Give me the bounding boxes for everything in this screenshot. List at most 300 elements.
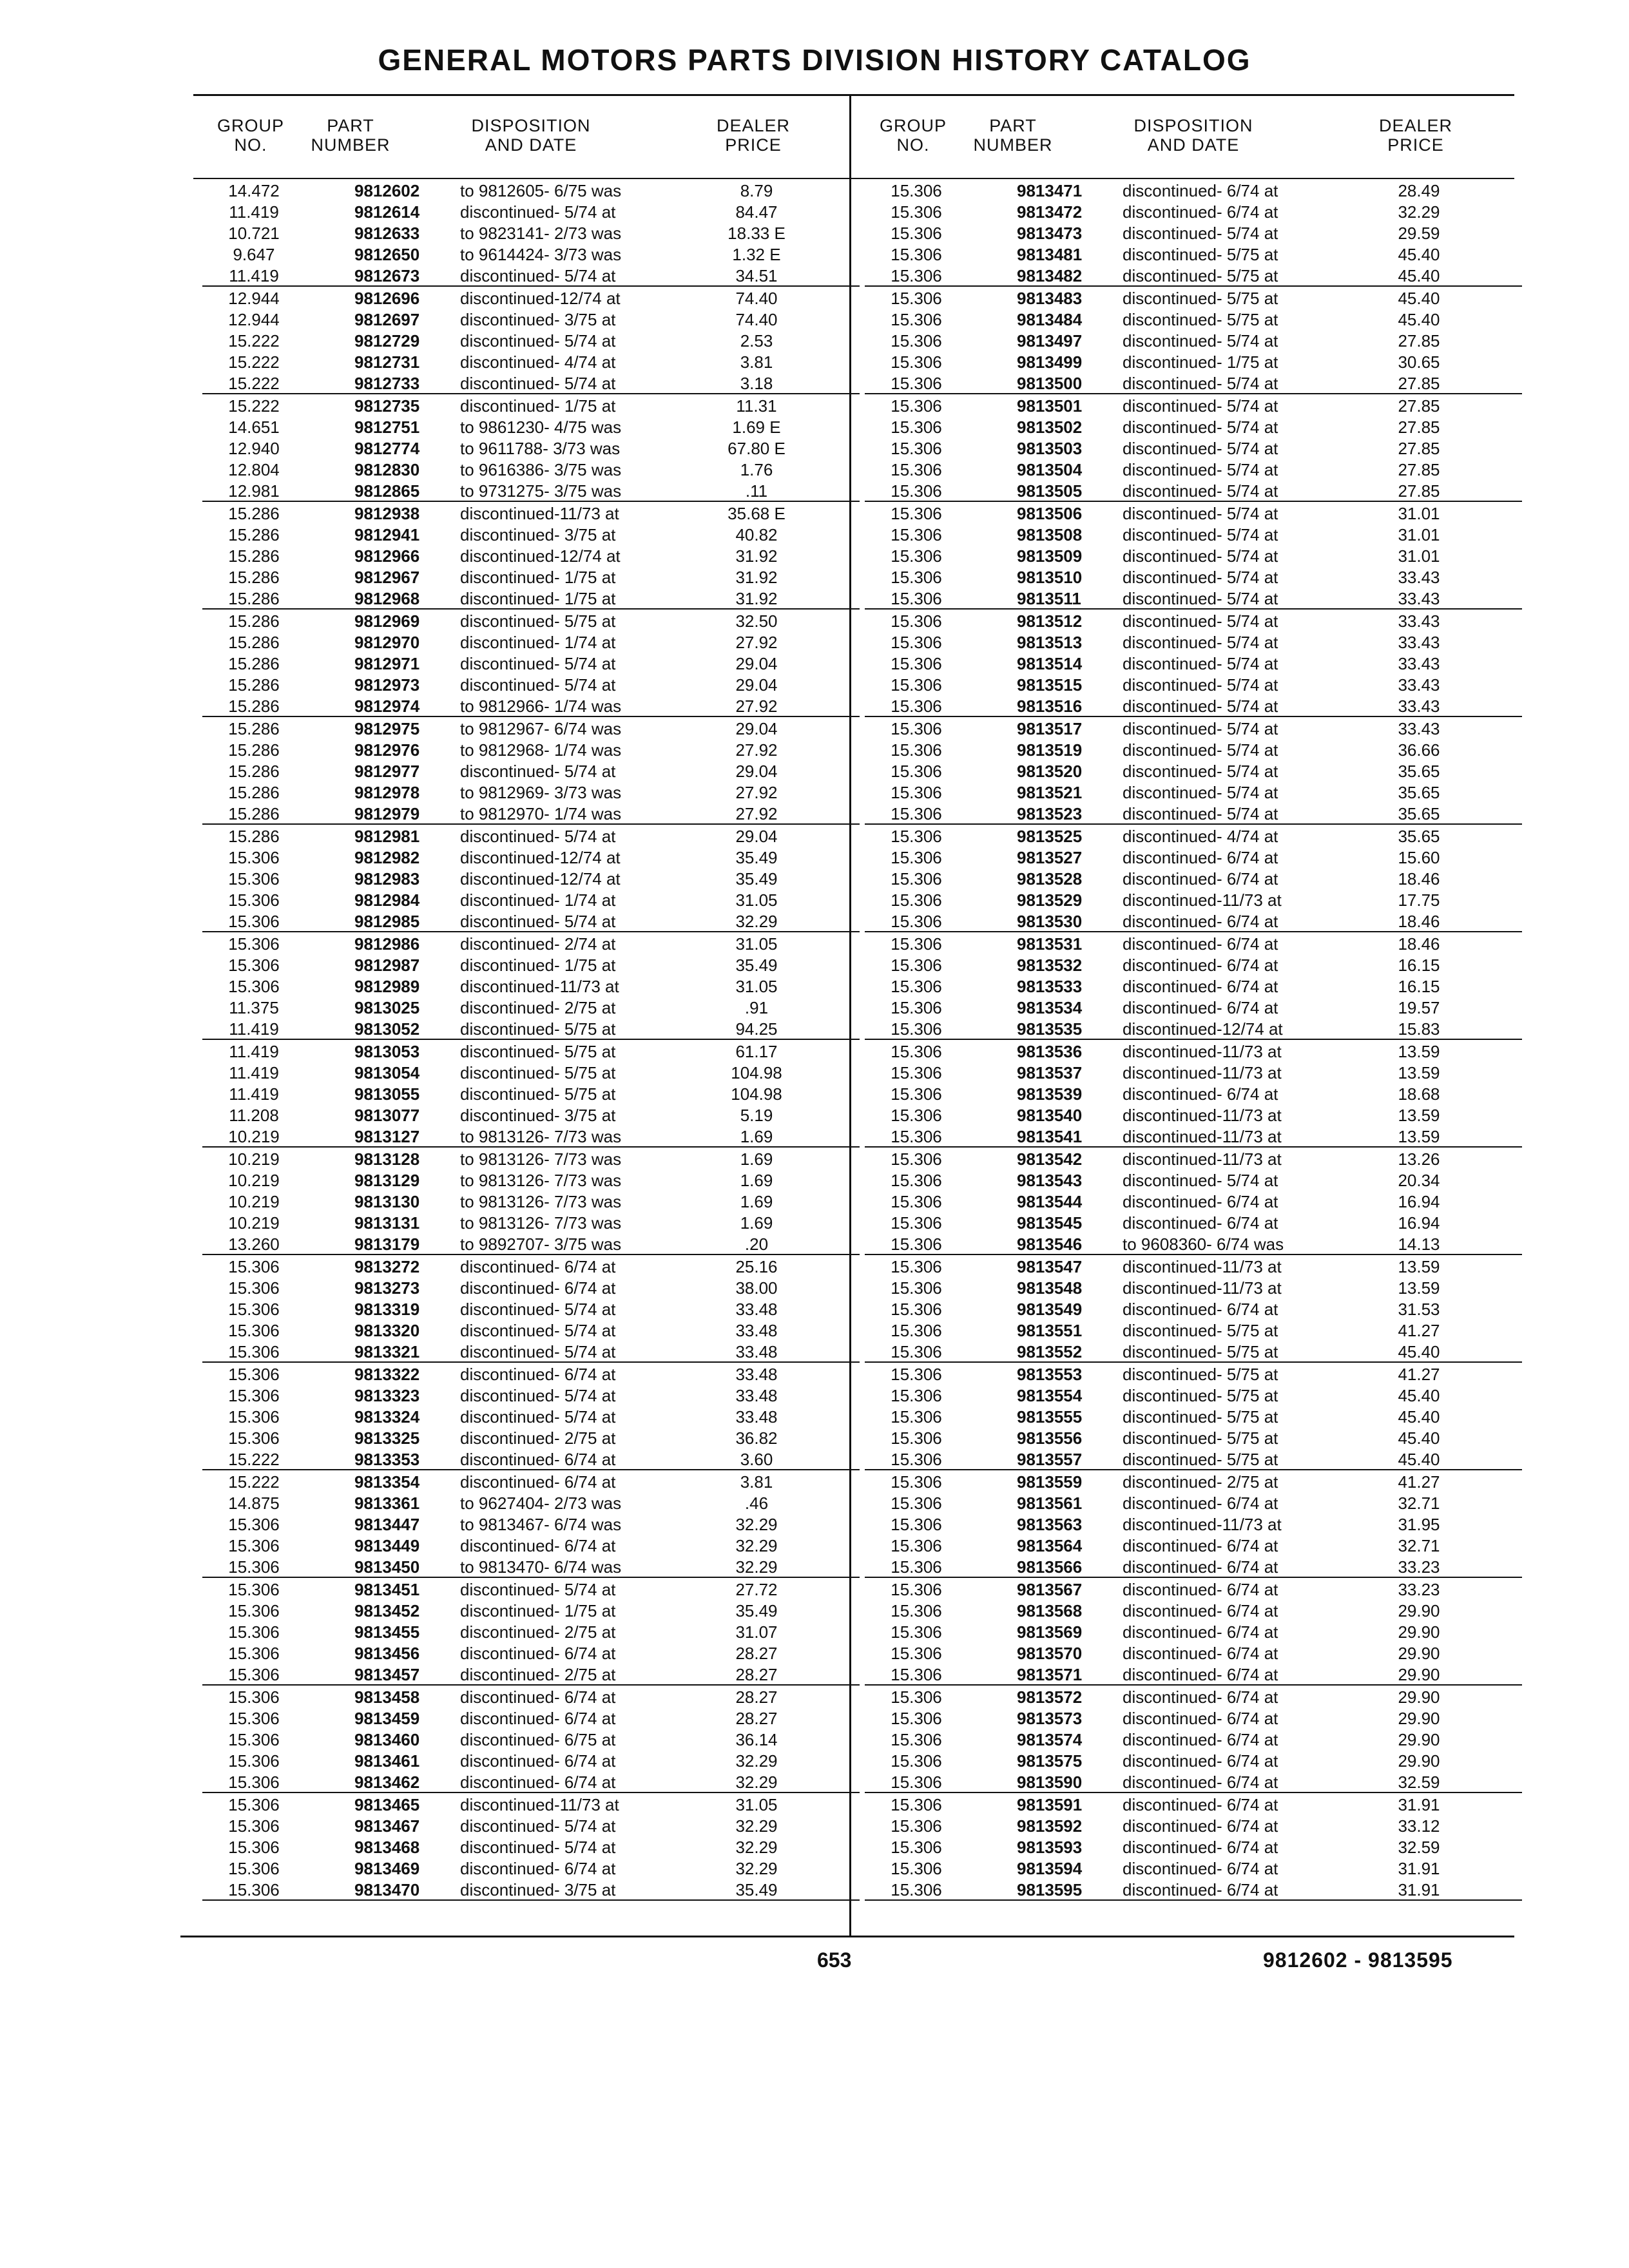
- group-no: 15.306: [891, 1042, 942, 1061]
- table-row: [865, 1319, 1522, 1340]
- dealer-price: 20.34: [1398, 1171, 1440, 1190]
- dealer-price: 104.98: [731, 1063, 782, 1082]
- disposition: discontinued- 5/75 at: [1123, 1342, 1278, 1361]
- dealer-price: 45.40: [1398, 289, 1440, 308]
- table-row: [202, 1707, 860, 1728]
- dealer-price: 29.90: [1398, 1622, 1440, 1642]
- dealer-price: 31.07: [735, 1622, 778, 1642]
- part-number: 9812984: [354, 890, 420, 910]
- disposition: to 9812969- 3/73 was: [460, 783, 622, 802]
- disposition: discontinued- 6/74 at: [1123, 1773, 1278, 1792]
- part-number: 9813129: [354, 1171, 420, 1190]
- group-no: 15.306: [891, 869, 942, 889]
- disposition: discontinued- 5/74 at: [460, 912, 616, 931]
- dealer-price: 33.48: [735, 1342, 778, 1361]
- group-no: 15.306: [228, 869, 280, 889]
- dealer-price: 94.25: [735, 1019, 778, 1039]
- part-number: 9813523: [1017, 804, 1083, 823]
- group-no: 15.306: [891, 1235, 942, 1254]
- dealer-price: 15.83: [1398, 1019, 1440, 1039]
- part-number: 9812975: [354, 719, 420, 738]
- part-number: 9813324: [354, 1407, 420, 1427]
- dealer-price: 32.29: [735, 912, 778, 931]
- part-number: 9813528: [1017, 869, 1083, 889]
- dealer-price: 17.75: [1398, 890, 1440, 910]
- left-column-header: [202, 108, 860, 179]
- right-column: [865, 108, 1522, 1901]
- table-row: [202, 954, 860, 975]
- part-number: 9813547: [1017, 1257, 1083, 1276]
- part-number: 9813450: [354, 1557, 420, 1577]
- disposition: discontinued- 5/74 at: [1123, 439, 1278, 458]
- left-parts-table: [202, 179, 860, 1901]
- disposition: discontinued- 5/74 at: [460, 1407, 616, 1427]
- dealer-price: .11: [745, 481, 768, 501]
- group-no: 11.419: [229, 1019, 279, 1039]
- dealer-price: 33.48: [735, 1365, 778, 1384]
- table-row: [865, 502, 1522, 523]
- dealer-price: 2.53: [740, 331, 773, 351]
- part-number: 9813461: [354, 1751, 420, 1771]
- dealer-price: 19.57: [1398, 998, 1440, 1017]
- disposition: discontinued-11/73 at: [460, 504, 619, 523]
- part-number: 9813077: [354, 1106, 420, 1125]
- dealer-price: 31.91: [1398, 1880, 1440, 1899]
- part-number: 9813530: [1017, 912, 1083, 931]
- part-number: 9812968: [354, 589, 420, 608]
- dealer-price: 33.23: [1398, 1580, 1440, 1599]
- disposition: discontinued- 6/74 at: [1123, 1536, 1278, 1555]
- disposition: discontinued- 5/74 at: [1123, 525, 1278, 544]
- part-number: 9813452: [354, 1601, 420, 1620]
- disposition: discontinued- 6/74 at: [1123, 1622, 1278, 1642]
- dealer-price: 1.69 E: [732, 418, 781, 437]
- part-number: 9813574: [1017, 1730, 1083, 1749]
- disposition: discontinued- 5/74 at: [460, 1816, 616, 1836]
- dealer-price: 31.91: [1398, 1795, 1440, 1814]
- right-parts-table: [865, 179, 1522, 1901]
- dealer-price: 27.85: [1398, 481, 1440, 501]
- disposition: discontinued- 6/74 at: [1123, 1494, 1278, 1513]
- dealer-price: 3.81: [740, 1472, 773, 1492]
- disposition: discontinued- 1/75 at: [460, 1601, 616, 1620]
- part-number: 9813544: [1017, 1192, 1083, 1211]
- right-column-header: [865, 108, 1522, 179]
- disposition: discontinued- 6/74 at: [1123, 1580, 1278, 1599]
- part-number: 9813354: [354, 1472, 420, 1492]
- dealer-price: 13.59: [1398, 1042, 1440, 1061]
- table-row: [202, 1620, 860, 1642]
- group-no: 15.306: [891, 719, 942, 738]
- dealer-price-header: DEALER PRICE: [1378, 116, 1453, 155]
- part-number: 9812633: [354, 224, 420, 243]
- table-row: [202, 1319, 860, 1340]
- table-row: [202, 1061, 860, 1082]
- disposition: discontinued- 5/74 at: [460, 266, 616, 285]
- table-row: [202, 738, 860, 760]
- group-no: 15.306: [891, 224, 942, 243]
- dealer-price: 45.40: [1398, 1407, 1440, 1427]
- disposition: discontinued- 6/74 at: [1123, 1300, 1278, 1319]
- dealer-price: 61.17: [735, 1042, 778, 1061]
- group-no: 15.306: [891, 331, 942, 351]
- disposition: to 9614424- 3/73 was: [460, 245, 622, 264]
- disposition: to 9813126- 7/73 was: [460, 1127, 622, 1146]
- part-number: 9813502: [1017, 418, 1083, 437]
- dealer-price: 31.95: [1398, 1515, 1440, 1534]
- table-row: [865, 1104, 1522, 1125]
- dealer-price: 27.92: [735, 697, 778, 716]
- group-no: 15.286: [228, 762, 280, 781]
- part-number: 9813552: [1017, 1342, 1083, 1361]
- group-no: 15.306: [891, 1709, 942, 1728]
- dealer-price: 18.33 E: [728, 224, 786, 243]
- part-number: 9813521: [1017, 783, 1083, 802]
- part-number: 9813459: [354, 1709, 420, 1728]
- group-no: 15.306: [891, 1515, 942, 1534]
- dealer-price: 29.90: [1398, 1709, 1440, 1728]
- part-number: 9812976: [354, 740, 420, 760]
- table-row: [202, 846, 860, 867]
- dealer-price: 33.43: [1398, 654, 1440, 673]
- dealer-price: 33.43: [1398, 568, 1440, 587]
- part-number: 9813483: [1017, 289, 1083, 308]
- disposition: discontinued- 5/75 at: [1123, 289, 1278, 308]
- table-row: [202, 372, 860, 394]
- dealer-price: 36.82: [735, 1428, 778, 1448]
- group-no: 15.306: [891, 1838, 942, 1857]
- table-row: [202, 1878, 860, 1901]
- group-no: 15.306: [228, 1428, 280, 1448]
- part-number: 9813470: [354, 1880, 420, 1899]
- table-row: [865, 200, 1522, 222]
- group-no: 10.721: [228, 224, 280, 243]
- part-number: 9813570: [1017, 1644, 1083, 1663]
- disposition: discontinued- 4/74 at: [1123, 827, 1278, 846]
- group-no: 15.306: [891, 245, 942, 264]
- disposition: discontinued- 5/74 at: [1123, 804, 1278, 823]
- group-no: 15.306: [228, 1300, 280, 1319]
- dealer-price: 33.48: [735, 1300, 778, 1319]
- part-number: 9813500: [1017, 374, 1083, 393]
- group-no: 15.306: [228, 977, 280, 996]
- table-row: [865, 308, 1522, 329]
- disposition: discontinued- 1/75 at: [1123, 352, 1278, 372]
- dealer-price: 31.05: [735, 1795, 778, 1814]
- dealer-price: 29.04: [735, 675, 778, 695]
- table-row: [202, 1686, 860, 1707]
- disposition: discontinued- 5/74 at: [1123, 633, 1278, 652]
- table-row: [865, 1448, 1522, 1470]
- disposition: discontinued- 6/74 at: [1123, 1730, 1278, 1749]
- part-number: 9813451: [354, 1580, 420, 1599]
- table-row: [865, 1555, 1522, 1578]
- dealer-price: .46: [744, 1494, 769, 1513]
- group-no: 15.286: [228, 827, 280, 846]
- disposition: discontinued- 5/75 at: [1123, 245, 1278, 264]
- part-number: 9812974: [354, 697, 420, 716]
- group-no: 15.306: [891, 1687, 942, 1707]
- part-number: 9813127: [354, 1127, 420, 1146]
- disposition: discontinued- 6/74 at: [1123, 848, 1278, 867]
- table-row: [865, 1125, 1522, 1148]
- table-row: [202, 1169, 860, 1190]
- part-number: 9813320: [354, 1321, 420, 1340]
- dealer-price: 35.49: [735, 956, 778, 975]
- table-row: [202, 825, 860, 846]
- table-row: [865, 416, 1522, 437]
- group-no: 15.286: [228, 568, 280, 587]
- dealer-price: 27.85: [1398, 460, 1440, 479]
- part-number: 9813564: [1017, 1536, 1083, 1555]
- table-row: [865, 1082, 1522, 1104]
- disposition: discontinued- 6/74 at: [1123, 1192, 1278, 1211]
- table-row: [865, 329, 1522, 351]
- dealer-price: 45.40: [1398, 1342, 1440, 1361]
- table-row: [202, 932, 860, 954]
- disposition: discontinued- 6/74 at: [460, 1709, 616, 1728]
- group-no: 15.286: [228, 546, 280, 566]
- dealer-price: 30.65: [1398, 352, 1440, 372]
- group-no: 15.222: [228, 374, 280, 393]
- disposition: discontinued-11/73 at: [1123, 1106, 1282, 1125]
- dealer-price: 1.76: [740, 460, 773, 479]
- disposition: to 9813467- 6/74 was: [460, 1515, 622, 1534]
- table-row: [202, 695, 860, 717]
- part-number: 9813482: [1017, 266, 1083, 285]
- disposition: discontinued- 6/74 at: [1123, 1687, 1278, 1707]
- dealer-price: 35.49: [735, 1880, 778, 1899]
- disposition: discontinued- 1/75 at: [460, 568, 616, 587]
- disposition: to 9812605- 6/75 was: [460, 181, 622, 200]
- part-number: 9813131: [354, 1213, 420, 1233]
- group-no: 10.219: [228, 1213, 280, 1233]
- dealer-price: 29.90: [1398, 1751, 1440, 1771]
- disposition: discontinued- 3/75 at: [460, 525, 616, 544]
- dealer-price: 33.48: [735, 1407, 778, 1427]
- group-no: 15.306: [891, 525, 942, 544]
- disposition: discontinued- 6/74 at: [1123, 1213, 1278, 1233]
- disposition: to 9823141- 2/73 was: [460, 224, 622, 243]
- disposition: discontinued- 5/75 at: [1123, 1450, 1278, 1469]
- disposition: discontinued- 5/75 at: [1123, 1365, 1278, 1384]
- part-number: 9813471: [1017, 181, 1083, 200]
- part-number: 9813595: [1017, 1880, 1083, 1899]
- dealer-price: 3.18: [740, 374, 773, 393]
- disposition: discontinued- 6/74 at: [460, 1536, 616, 1555]
- part-number: 9813503: [1017, 439, 1083, 458]
- part-number: 9812986: [354, 934, 420, 954]
- dealer-price: 32.29: [735, 1515, 778, 1534]
- group-no: 12.981: [228, 481, 280, 501]
- group-no: 15.306: [891, 1816, 942, 1836]
- part-number: 9813572: [1017, 1687, 1083, 1707]
- disposition: discontinued-11/73 at: [1123, 1278, 1282, 1298]
- disposition: discontinued- 2/75 at: [460, 1665, 616, 1684]
- group-no: 15.286: [228, 654, 280, 673]
- dealer-price: 8.79: [740, 181, 773, 200]
- disposition: discontinued-11/73 at: [1123, 1257, 1282, 1276]
- table-row: [202, 351, 860, 372]
- part-number: 9813353: [354, 1450, 420, 1469]
- group-no: 15.306: [891, 589, 942, 608]
- part-number: 9813517: [1017, 719, 1083, 738]
- table-row: [202, 416, 860, 437]
- disposition: discontinued- 2/75 at: [460, 1622, 616, 1642]
- group-no: 15.306: [891, 1665, 942, 1684]
- table-row: [202, 1298, 860, 1319]
- part-number: 9813591: [1017, 1795, 1083, 1814]
- part-number: 9813465: [354, 1795, 420, 1814]
- disposition-header: DISPOSITION AND DATE: [471, 116, 591, 155]
- group-no: 15.222: [228, 396, 280, 416]
- table-row: [202, 631, 860, 652]
- disposition: to 9627404- 2/73 was: [460, 1494, 622, 1513]
- part-number: 9813512: [1017, 611, 1083, 631]
- group-no: 15.306: [228, 1730, 280, 1749]
- table-row: [202, 1211, 860, 1233]
- part-number: 9813555: [1017, 1407, 1083, 1427]
- table-row: [865, 1190, 1522, 1211]
- disposition: to 9812966- 1/74 was: [460, 697, 622, 716]
- dealer-price: 31.05: [735, 934, 778, 954]
- disposition: discontinued- 2/74 at: [460, 934, 616, 954]
- group-no: 15.306: [891, 1644, 942, 1663]
- part-number: 9813592: [1017, 1816, 1083, 1836]
- dealer-price: 31.01: [1398, 546, 1440, 566]
- table-row: [202, 1340, 860, 1363]
- disposition: discontinued-11/73 at: [1123, 1063, 1282, 1082]
- dealer-price: 33.43: [1398, 589, 1440, 608]
- table-row: [865, 825, 1522, 846]
- disposition: discontinued- 5/74 at: [460, 675, 616, 695]
- disposition: to 9812970- 1/74 was: [460, 804, 622, 823]
- group-no: 15.306: [228, 1687, 280, 1707]
- part-number: 9812938: [354, 504, 420, 523]
- disposition: discontinued- 6/74 at: [1123, 202, 1278, 222]
- group-no: 15.306: [228, 1386, 280, 1405]
- dealer-price: 3.81: [740, 352, 773, 372]
- group-no: 15.306: [891, 1407, 942, 1427]
- part-number: 9812731: [354, 352, 420, 372]
- group-no: 14.875: [228, 1494, 280, 1513]
- dealer-price: 31.91: [1398, 1859, 1440, 1878]
- disposition: discontinued- 5/74 at: [1123, 1171, 1278, 1190]
- dealer-price: 32.29: [735, 1773, 778, 1792]
- table-row: [202, 760, 860, 781]
- dealer-price: 31.01: [1398, 504, 1440, 523]
- dealer-price: 27.85: [1398, 396, 1440, 416]
- part-number: 9813531: [1017, 934, 1083, 954]
- table-row: [865, 1814, 1522, 1836]
- part-number: 9813325: [354, 1428, 420, 1448]
- group-no: 15.306: [228, 1407, 280, 1427]
- table-row: [865, 1599, 1522, 1620]
- catalog-title: GENERAL MOTORS PARTS DIVISION HISTORY CATALOG: [378, 43, 1251, 77]
- dealer-price: 35.49: [735, 869, 778, 889]
- table-row: [202, 179, 860, 200]
- group-no: 15.306: [891, 181, 942, 200]
- disposition: discontinued- 3/75 at: [460, 1880, 616, 1899]
- page-part-range: 9812602 - 9813595: [1263, 1948, 1453, 1972]
- part-number: 9812774: [354, 439, 420, 458]
- part-number: 9813542: [1017, 1149, 1083, 1169]
- dealer-price: 18.46: [1398, 869, 1440, 889]
- disposition: discontinued- 6/74 at: [1123, 181, 1278, 200]
- group-no: 15.306: [228, 1515, 280, 1534]
- disposition: discontinued- 5/74 at: [460, 374, 616, 393]
- part-number: 9813520: [1017, 762, 1083, 781]
- group-no: 15.306: [891, 1171, 942, 1190]
- group-no: 15.306: [891, 827, 942, 846]
- group-no: 15.306: [891, 675, 942, 695]
- table-row: [865, 264, 1522, 287]
- dealer-price: 38.00: [735, 1278, 778, 1298]
- part-number: 9813534: [1017, 998, 1083, 1017]
- part-number: 9812673: [354, 266, 420, 285]
- group-no: 15.306: [891, 1494, 942, 1513]
- group-no: 15.286: [228, 804, 280, 823]
- disposition: discontinued- 5/74 at: [460, 1321, 616, 1340]
- table-row: [865, 932, 1522, 954]
- group-no: 15.306: [891, 1127, 942, 1146]
- part-number: 9812650: [354, 245, 420, 264]
- dealer-price: 41.27: [1398, 1321, 1440, 1340]
- part-number: 9813508: [1017, 525, 1083, 544]
- dealer-price: 13.59: [1398, 1127, 1440, 1146]
- part-number: 9813557: [1017, 1450, 1083, 1469]
- table-row: [202, 610, 860, 631]
- group-no: 15.306: [891, 352, 942, 372]
- part-number: 9813568: [1017, 1601, 1083, 1620]
- disposition: to 9813126- 7/73 was: [460, 1213, 622, 1233]
- table-row: [202, 437, 860, 458]
- table-row: [202, 1448, 860, 1470]
- part-number: 9812966: [354, 546, 420, 566]
- table-row: [202, 1233, 860, 1255]
- group-no: 15.286: [228, 719, 280, 738]
- disposition: to 9813470- 6/74 was: [460, 1557, 622, 1577]
- disposition: discontinued- 5/74 at: [460, 202, 616, 222]
- disposition: discontinued- 6/74 at: [460, 1644, 616, 1663]
- table-row: [865, 1578, 1522, 1599]
- dealer-price: 13.59: [1398, 1063, 1440, 1082]
- disposition: discontinued- 5/74 at: [460, 1300, 616, 1319]
- group-no: 15.286: [228, 675, 280, 695]
- table-row: [865, 1771, 1522, 1793]
- table-row: [865, 394, 1522, 416]
- group-no: 15.286: [228, 525, 280, 544]
- disposition: discontinued- 6/74 at: [460, 1751, 616, 1771]
- group-no: 11.419: [229, 1084, 279, 1104]
- dealer-price: 29.90: [1398, 1687, 1440, 1707]
- disposition: discontinued- 6/74 at: [460, 1450, 616, 1469]
- dealer-price: 31.92: [735, 546, 778, 566]
- part-number: 9813052: [354, 1019, 420, 1039]
- disposition: discontinued- 5/75 at: [1123, 1386, 1278, 1405]
- group-no: 15.306: [891, 1321, 942, 1340]
- table-row: [202, 1836, 860, 1857]
- part-number: 9813519: [1017, 740, 1083, 760]
- part-number: 9812733: [354, 374, 420, 393]
- table-row: [865, 1492, 1522, 1513]
- table-row: [865, 179, 1522, 200]
- table-row: [865, 1686, 1522, 1707]
- part-number: 9813514: [1017, 654, 1083, 673]
- disposition: discontinued- 5/75 at: [460, 1084, 616, 1104]
- table-row: [202, 1040, 860, 1061]
- part-number: 9813462: [354, 1773, 420, 1792]
